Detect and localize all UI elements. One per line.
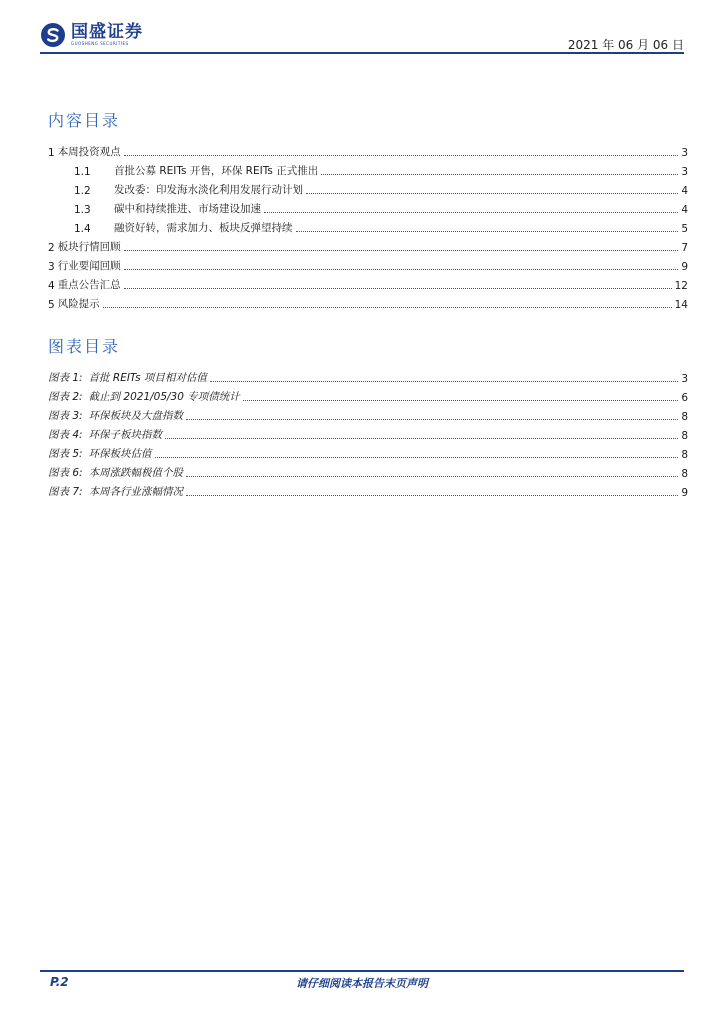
figure-entry-page: 8: [681, 430, 688, 442]
toc-leader-dots: [321, 173, 678, 175]
footer-divider: [40, 970, 684, 972]
figure-entry-label: 环保板块估值: [88, 448, 152, 460]
figure-entry-label: 本周涨跌幅极值个股: [88, 467, 184, 479]
toc-entry-number: 1.3: [74, 204, 91, 216]
toc-entry-label: 首批公募 REITs 开售，环保 REITs 正式推出: [114, 165, 319, 177]
figure-entry[interactable]: [48, 442, 688, 461]
page-header: [0, 0, 724, 60]
toc-entry-page: 3: [681, 166, 688, 178]
figure-leader-dots: [243, 399, 679, 401]
figure-entry[interactable]: [48, 480, 688, 499]
toc-leader-dots: [124, 287, 672, 289]
toc-entry-label: 风险提示: [57, 298, 100, 310]
toc-entry[interactable]: [48, 292, 688, 311]
toc-entry-number: 5: [48, 299, 55, 311]
figure-entry-number: 图表 2:: [48, 391, 83, 403]
figure-entry-number: 图表 4:: [48, 429, 83, 441]
figure-leader-dots: [155, 456, 679, 458]
report-date: 2021 年 06 月 06 日: [567, 38, 684, 52]
disclaimer-note: 请仔细阅读本报告末页声明: [296, 977, 428, 990]
figure-leader-dots: [186, 418, 678, 420]
toc-entry[interactable]: [48, 159, 688, 178]
page-number: P.2: [50, 975, 69, 989]
figure-leader-dots: [186, 494, 678, 496]
figure-entry-number: 图表 1:: [48, 372, 83, 384]
toc-entry-number: 1.4: [74, 223, 91, 235]
toc-leader-dots: [124, 249, 679, 251]
toc-entry-number: 4: [48, 280, 55, 292]
figure-leader-dots: [210, 380, 678, 382]
toc-entry-label: 碳中和持续推进、市场建设加速: [114, 203, 261, 215]
figure-entry[interactable]: [48, 423, 688, 442]
toc-entry-label: 板块行情回顾: [57, 241, 121, 253]
figure-entry[interactable]: [48, 404, 688, 423]
company-logo-icon: [40, 22, 66, 48]
toc-entry[interactable]: [48, 197, 688, 216]
toc-entry[interactable]: [48, 216, 688, 235]
toc-entry-label: 融资好转，需求加力、板块反弹望持续: [114, 222, 293, 234]
logo-chinese-name: 国盛证券: [71, 22, 143, 42]
toc-entry-number: 1: [48, 147, 55, 159]
toc-leader-dots: [306, 192, 678, 194]
figure-entry-label: 截止到 2021/05/30 专项债统计: [88, 391, 240, 403]
toc-entry-number: 3: [48, 261, 55, 273]
toc-entry-label: 行业要闻回顾: [57, 260, 121, 272]
company-logo: [40, 22, 143, 48]
toc-entry-number: 1.1: [74, 166, 91, 178]
header-divider: [40, 52, 684, 54]
figure-entry-number: 图表 3:: [48, 410, 83, 422]
figures-title: 图表目录: [48, 337, 121, 356]
figure-entry-label: 本周各行业涨幅情况: [88, 486, 184, 498]
figure-entry-label: 环保子板块指数: [88, 429, 163, 441]
toc-entry[interactable]: [48, 273, 688, 292]
toc-entry-page: 12: [674, 280, 688, 292]
toc-entry-number: 2: [48, 242, 55, 254]
toc-entry-page: 14: [674, 299, 688, 311]
toc-entry-page: 4: [681, 185, 688, 197]
figure-entry[interactable]: [48, 366, 688, 385]
figure-entry-page: 3: [681, 373, 688, 385]
figure-entry-number: 图表 7:: [48, 486, 83, 498]
toc-entry-label: 发改委：印发海水淡化利用发展行动计划: [114, 184, 303, 196]
figure-leader-dots: [186, 475, 678, 477]
toc-entry-page: 7: [681, 242, 688, 254]
toc-leader-dots: [296, 230, 679, 232]
toc-leader-dots: [103, 306, 672, 308]
figure-entry-page: 6: [681, 392, 688, 404]
toc-entry-label: 本周投资观点: [57, 146, 121, 158]
toc-entry[interactable]: [48, 178, 688, 197]
toc-leader-dots: [124, 268, 679, 270]
toc-leader-dots: [124, 154, 679, 156]
toc-entry[interactable]: [48, 235, 688, 254]
figure-entry-label: 首批 REITs 项目相对估值: [88, 372, 207, 384]
figure-leader-dots: [165, 437, 678, 439]
figure-entry-page: 8: [681, 468, 688, 480]
figure-entry[interactable]: [48, 385, 688, 404]
toc-entry-page: 4: [681, 204, 688, 216]
contents-title: 内容目录: [48, 111, 121, 130]
toc-entry-label: 重点公告汇总: [57, 279, 121, 291]
figure-entry-label: 环保板块及大盘指数: [88, 410, 184, 422]
toc-entry-number: 1.2: [74, 185, 91, 197]
figure-entry-number: 图表 5:: [48, 448, 83, 460]
figure-entry-number: 图表 6:: [48, 467, 83, 479]
logo-text: [71, 23, 143, 47]
figure-entry-page: 8: [681, 449, 688, 461]
toc-entry[interactable]: [48, 140, 688, 159]
figure-entry[interactable]: [48, 461, 688, 480]
figure-entry-page: 8: [681, 411, 688, 423]
toc-leader-dots: [264, 211, 678, 213]
logo-english-name: GUOSHENG SECURITIES: [71, 41, 129, 46]
figure-entry-page: 9: [681, 487, 688, 499]
toc-entry[interactable]: [48, 254, 688, 273]
toc-entry-page: 5: [681, 223, 688, 235]
toc-entry-page: 3: [681, 147, 688, 159]
toc-entry-page: 9: [681, 261, 688, 273]
